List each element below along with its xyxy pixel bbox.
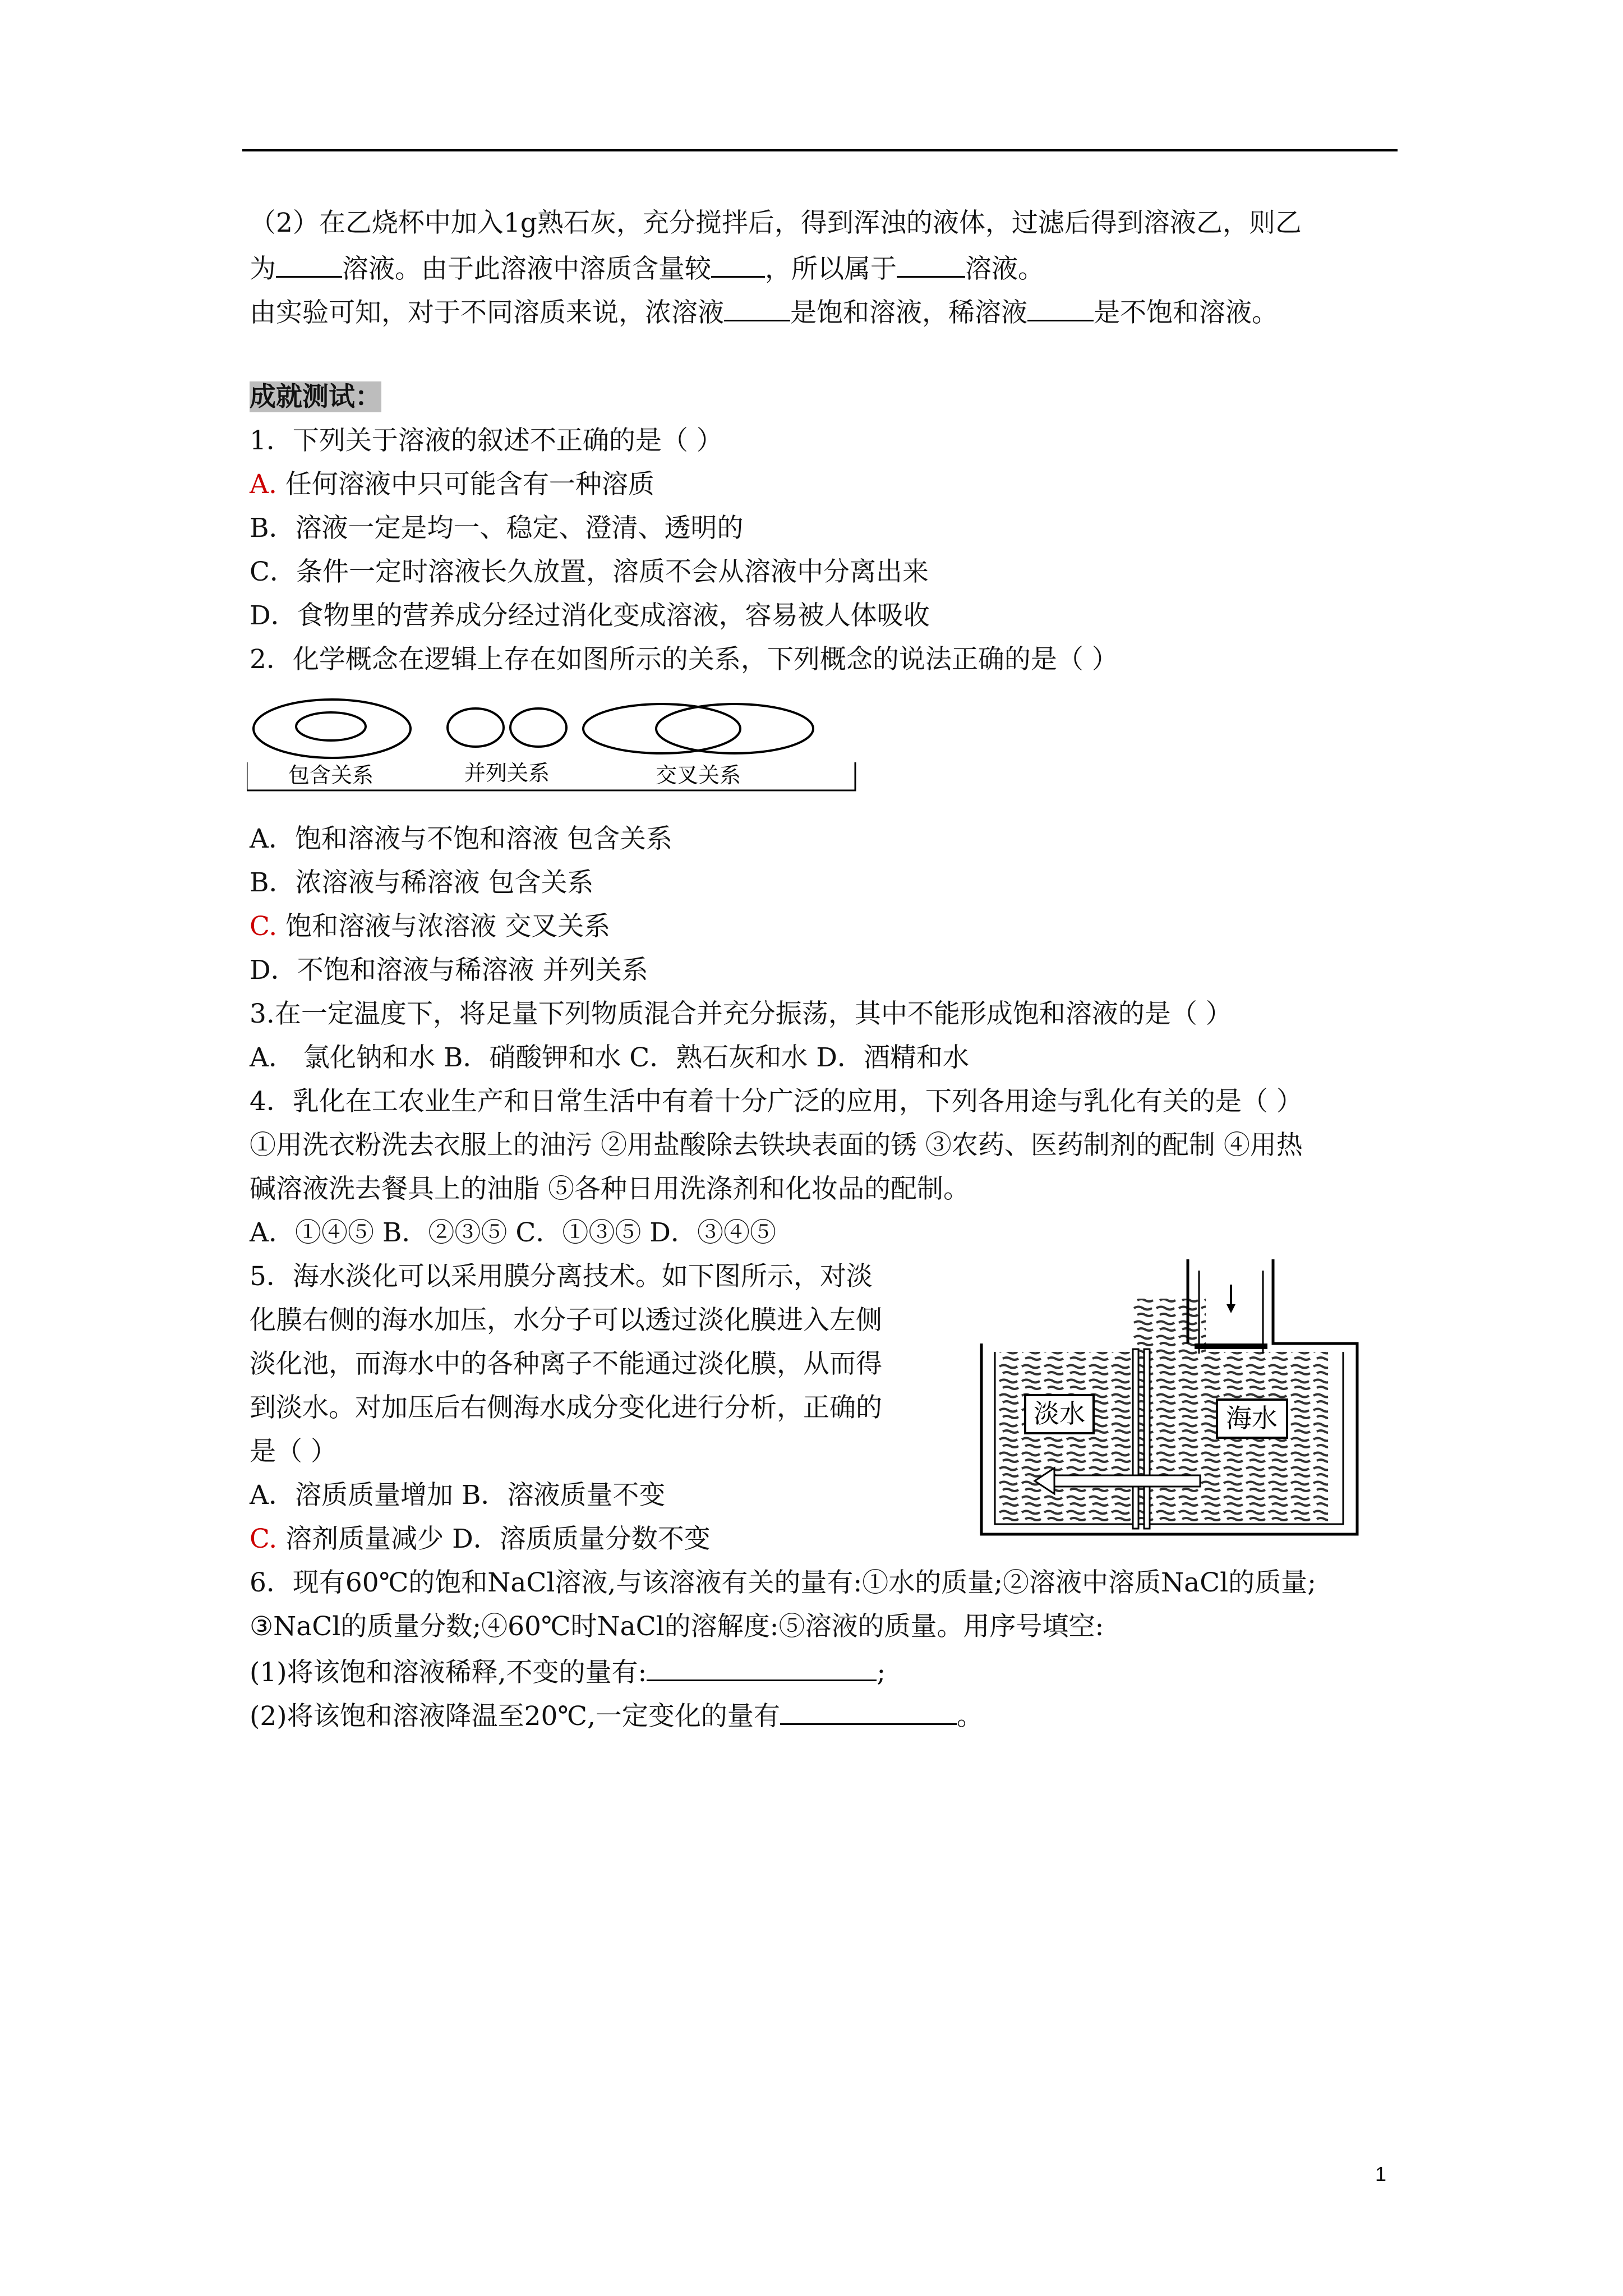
containment-figure <box>253 700 411 758</box>
part2-line1: （2）在乙烧杯中加入1g熟石灰，充分搅拌后，得到浑浊的液体，过滤后得到溶液乙，则乙 <box>250 208 1302 238</box>
q6-line4 <box>250 1697 983 1733</box>
part2-line2 <box>250 250 1044 286</box>
sea-water-label: 海水 <box>1226 1403 1278 1433</box>
text: (2)将该饱和溶液降温至20℃,一定变化的量有 <box>250 1701 780 1732</box>
q1-option-d: D．食物里的营养成分经过消化变成溶液，容易被人体吸收 <box>250 600 930 631</box>
answer-blank <box>647 1654 877 1681</box>
q5-option-cd <box>250 1522 711 1556</box>
text: 任何溶液中只可能含有一种溶质 <box>276 469 654 500</box>
blank <box>1027 294 1094 321</box>
q6-line3 <box>250 1654 886 1690</box>
answer-letter: C. <box>250 911 278 942</box>
label-parallel: 并列关系 <box>464 761 550 785</box>
q5-line3: 淡化池，而海水中的各种离子不能通过淡化膜，从而得 <box>250 1349 882 1379</box>
q2-option-c <box>250 910 610 944</box>
desalination-diagram <box>976 1259 1380 1540</box>
membrane <box>1133 1349 1138 1529</box>
q5-line2: 化膜右侧的海水加压，水分子可以透过淡化膜进入左侧 <box>250 1305 882 1336</box>
text: 是不饱和溶液。 <box>1094 297 1278 328</box>
q4-line3: 碱溶液洗去餐具上的油脂 ⑤各种日用洗涤剂和化妆品的配制。 <box>250 1174 970 1204</box>
q2-option-b: B．浓溶液与稀溶液 包含关系 <box>250 867 594 898</box>
relationship-diagram <box>247 693 886 802</box>
answer-letter: C. <box>250 1524 278 1554</box>
q1-option-a <box>250 468 654 501</box>
answer-blank <box>780 1697 957 1725</box>
blank <box>897 250 965 278</box>
blank <box>711 250 765 278</box>
q5-option-ab: A．溶质质量增加 B．溶液质量不变 <box>250 1480 666 1511</box>
membrane <box>1144 1349 1150 1529</box>
q4-line2: ①用洗衣粉洗去衣服上的油污 ②用盐酸除去铁块表面的锈 ③农药、医药制剂的配制 ④用热 <box>250 1130 1303 1161</box>
text: 为 <box>250 254 276 284</box>
q4-stem: 4．乳化在工农业生产和日常生活中有着十分广泛的应用，下列各用途与乳化有关的是（ ） <box>250 1086 1303 1117</box>
arrow-head <box>1227 1304 1235 1313</box>
q2-option-d: D．不饱和溶液与稀溶液 并列关系 <box>250 955 648 986</box>
text: 溶剂质量减少 D．溶质质量分数不变 <box>277 1524 711 1554</box>
fresh-water-label: 淡水 <box>1034 1398 1085 1429</box>
intersection-figure <box>583 704 813 753</box>
text: ; <box>877 1657 886 1688</box>
header-rule <box>242 149 1398 151</box>
parallel-figure <box>448 708 566 747</box>
label-intersection: 交叉关系 <box>655 763 741 788</box>
q6-line2: ③NaCl的质量分数;④60℃时NaCl的溶解度:⑤溶液的质量。用序号填空: <box>250 1611 1104 1642</box>
q1-option-c: C．条件一定时溶液长久放置，溶质不会从溶液中分离出来 <box>250 556 929 587</box>
text: (1)将该饱和溶液稀释,不变的量有: <box>250 1657 647 1688</box>
text: 饱和溶液与浓溶液 交叉关系 <box>277 911 611 942</box>
q4-options: A．①④⑤ B．②③⑤ C．①③⑤ D．③④⑤ <box>250 1217 776 1248</box>
page-number: 1 <box>1375 2162 1387 2185</box>
blank <box>724 294 790 321</box>
q2-stem: 2．化学概念在逻辑上存在如图所示的关系，下列概念的说法正确的是（ ） <box>250 644 1118 675</box>
text: ，所以属于 <box>765 254 897 284</box>
q3-options: A． 氯化钠和水 B．硝酸钾和水 C．熟石灰和水 D．酒精和水 <box>250 1042 969 1073</box>
q1-option-b: B．溶液一定是均一、稳定、澄清、透明的 <box>250 513 744 544</box>
q5-line1: 5．海水淡化可以采用膜分离技术。如下图所示，对淡 <box>250 1261 873 1292</box>
blank <box>276 250 342 278</box>
text: 由实验可知，对于不同溶质来说，浓溶液 <box>250 297 724 328</box>
answer-letter: A. <box>250 469 277 500</box>
q5-line5: 是（ ） <box>250 1436 337 1467</box>
q6-line1: 6．现有60℃的饱和NaCl溶液,与该溶液有关的量有:①水的质量;②溶液中溶质NaCl的质量; <box>250 1567 1317 1598</box>
q2-option-a: A．饱和溶液与不饱和溶液 包含关系 <box>250 823 672 854</box>
text: 是饱和溶液，稀溶液 <box>790 297 1027 328</box>
piston-plate <box>1195 1343 1267 1349</box>
text: 溶液。 <box>965 254 1044 284</box>
q3-stem: 3.在一定温度下，将足量下列物质混合并充分振荡，其中不能形成饱和溶液的是（ ） <box>250 999 1232 1029</box>
flow-arrow <box>1054 1475 1200 1487</box>
section-title <box>250 380 381 414</box>
label-containment: 包含关系 <box>288 763 374 788</box>
text: 溶液。由于此溶液中溶质含量较 <box>342 254 711 284</box>
q5-line4: 到淡水。对加压后右侧海水成分变化进行分析，正确的 <box>250 1392 882 1423</box>
q1-stem: 1．下列关于溶液的叙述不正确的是（ ） <box>250 425 723 456</box>
part2-line3 <box>250 294 1278 330</box>
section-title-text: 成就测试： <box>250 381 381 412</box>
text: 。 <box>956 1701 983 1732</box>
